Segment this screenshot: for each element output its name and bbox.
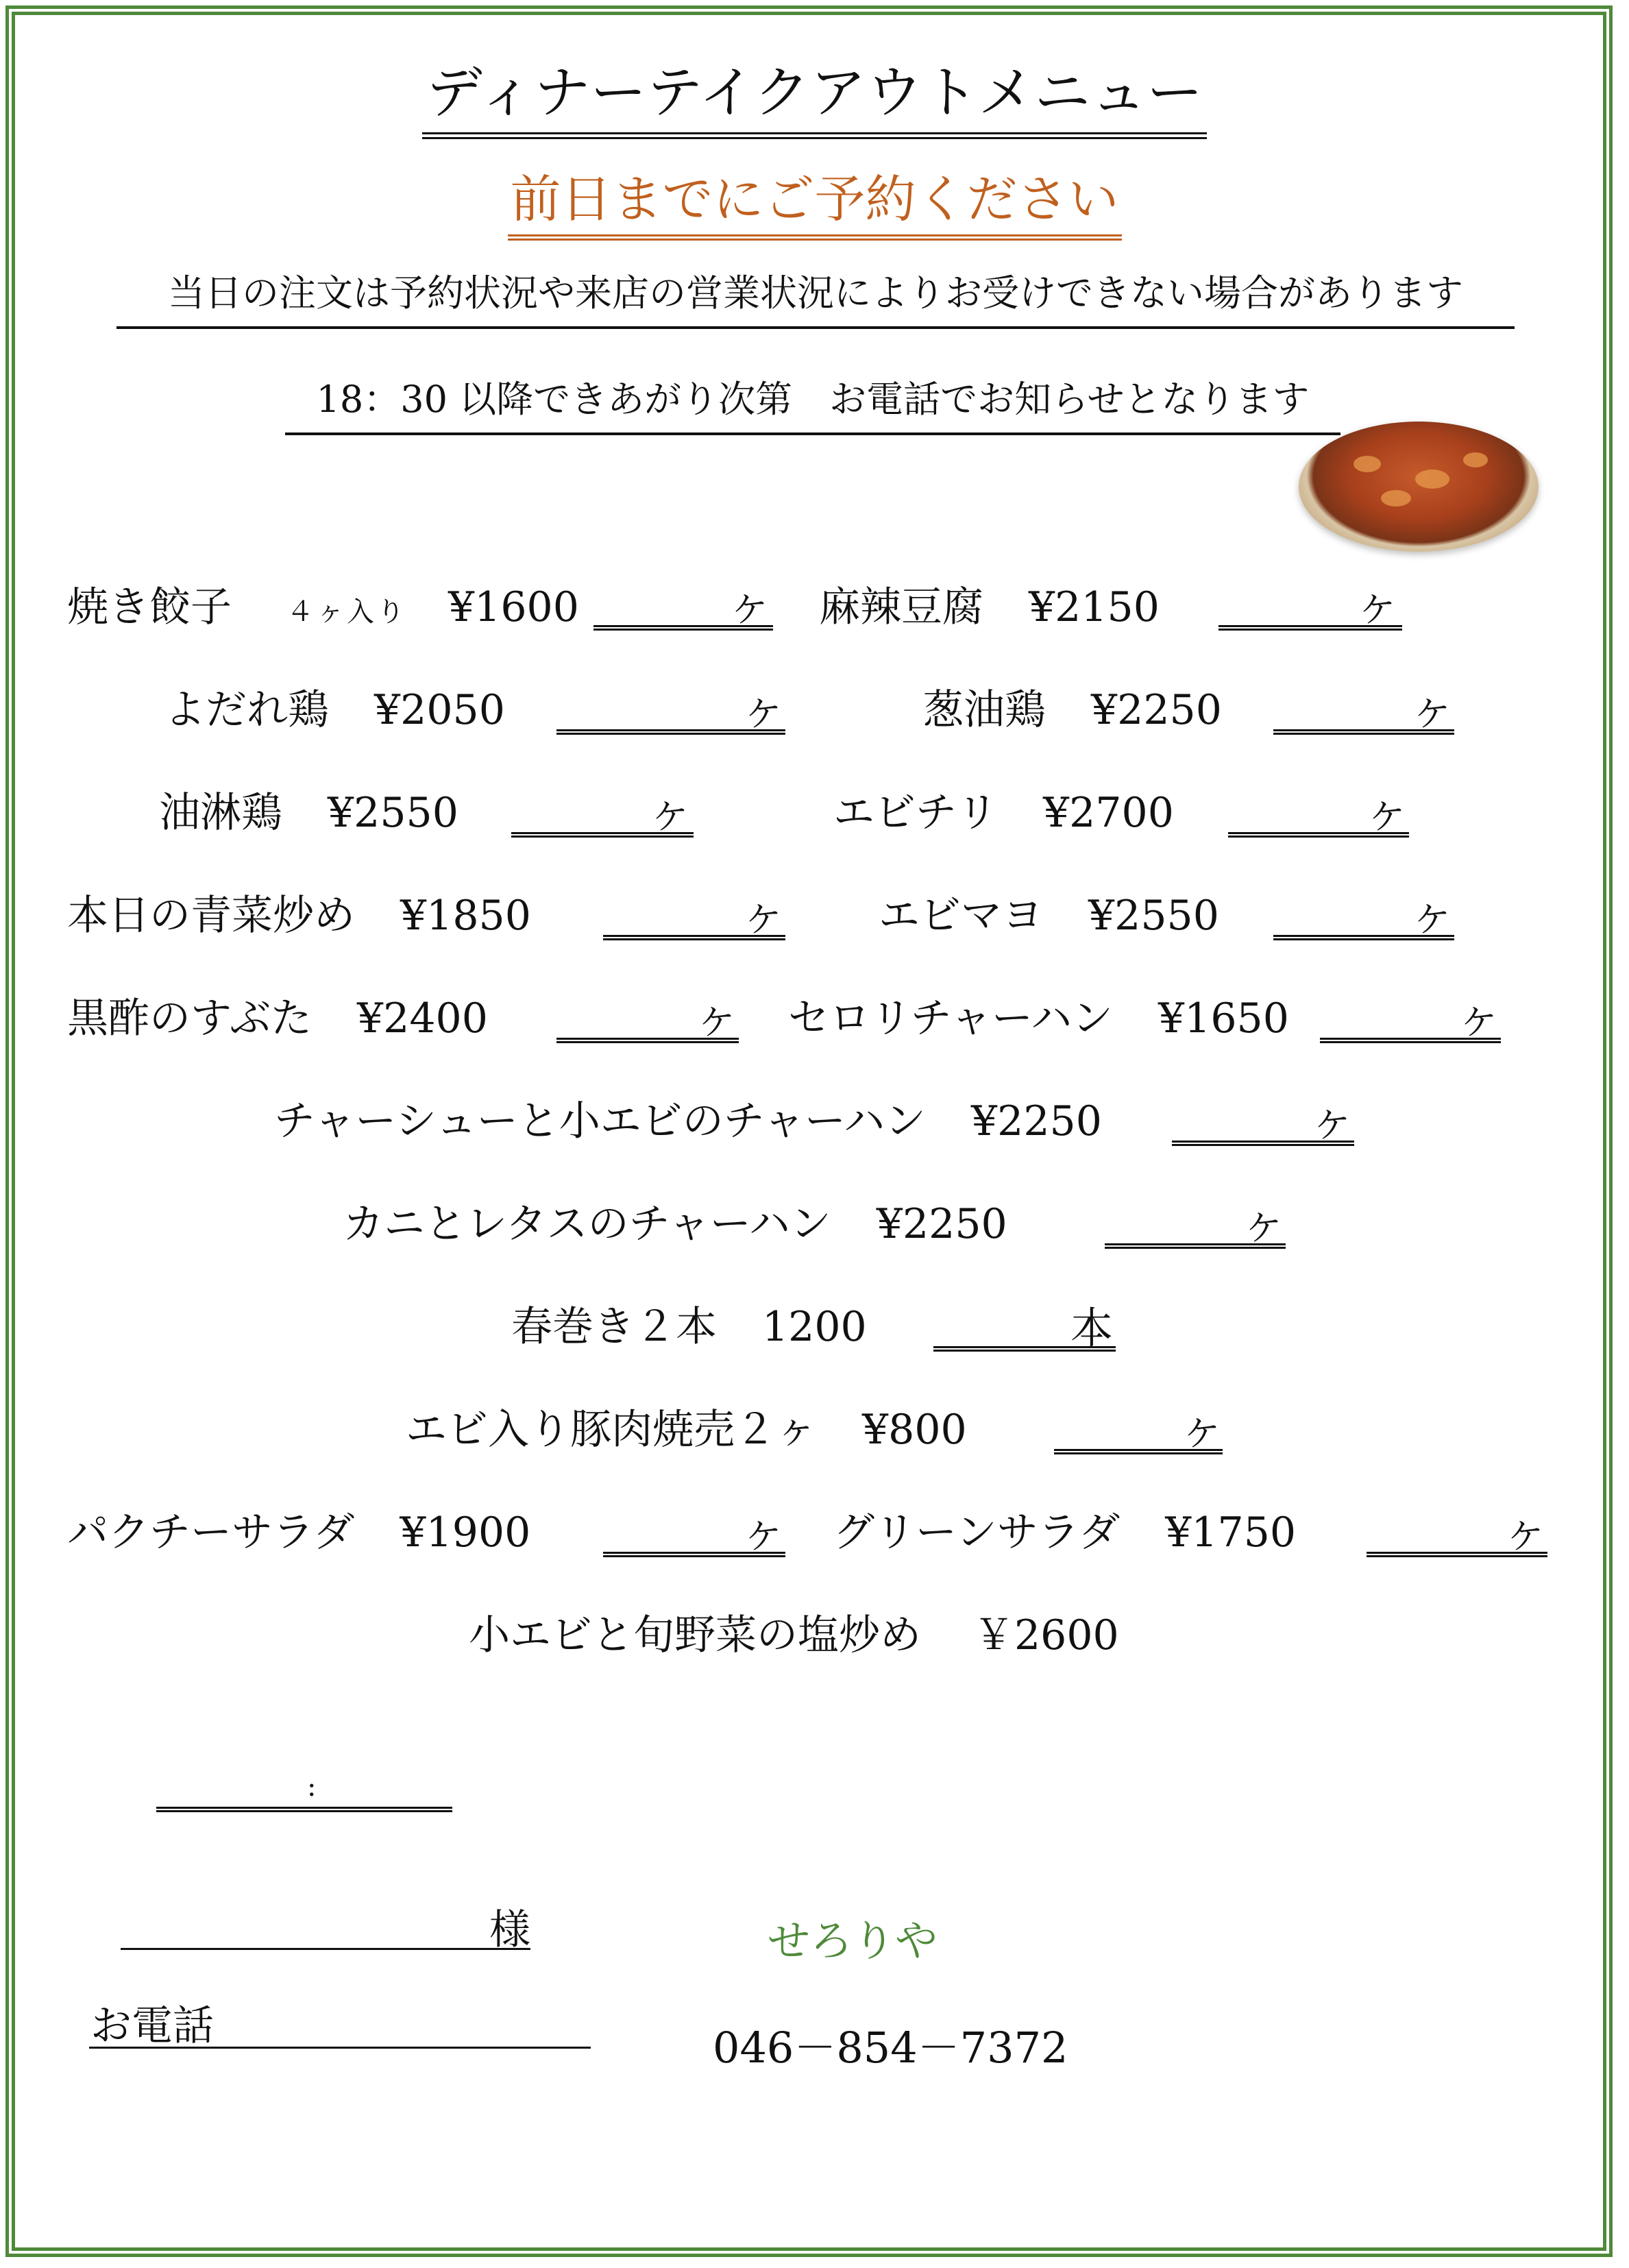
- unit-shumai: ケ: [1184, 1414, 1221, 1455]
- unit-kani: ケ: [1246, 1208, 1282, 1249]
- unit-ebimayo: ケ: [1414, 900, 1451, 941]
- unit-pakuchi: ケ: [746, 1517, 782, 1558]
- unit-yodare: ケ: [746, 694, 782, 735]
- item-gyoza: 焼き餃子 ４ヶ入り ¥1600: [67, 583, 579, 631]
- item-chashu: チャーシューと小エビのチャーハン ¥2250: [274, 1097, 1102, 1145]
- unit-gyoza: ケ: [732, 590, 768, 631]
- time-separator: :: [307, 1771, 317, 1803]
- customer-phone-field[interactable]: [89, 2047, 591, 2049]
- name-suffix: 様: [489, 1906, 530, 1954]
- mapo-tofu-photo: [1299, 422, 1539, 552]
- item-yurinchi: 油淋鶏 ¥2550: [159, 789, 458, 837]
- item-harumaki: 春巻き２本 1200: [511, 1303, 867, 1351]
- unit-subuta: ケ: [699, 1003, 735, 1044]
- item-seisai: 本日の青菜炒め ¥1850: [67, 892, 531, 940]
- item-shio: 小エビと旬野菜の塩炒め ￥2600: [469, 1611, 1119, 1659]
- pickup-note: 18：30 以降できあがり次第 お電話でお知らせとなります: [285, 370, 1340, 435]
- shop-name: せろりや: [768, 1916, 938, 1966]
- item-shumai: エビ入り豚肉焼売２ヶ ¥800: [406, 1406, 967, 1454]
- phone-label: お電話: [90, 2002, 214, 2050]
- item-subuta: 黒酢のすぶた ¥2400: [67, 995, 488, 1042]
- pickup-time-field[interactable]: [156, 1807, 452, 1812]
- shop-phone: 046－854－7372: [713, 2023, 1068, 2073]
- unit-green-salad: ケ: [1508, 1517, 1544, 1558]
- unit-yurinchi: ケ: [652, 797, 689, 838]
- item-yodare: よだれ鶏 ¥2050: [164, 686, 505, 734]
- unit-negi: ケ: [1414, 694, 1451, 735]
- unit-harumaki: 本: [1070, 1303, 1114, 1353]
- same-day-note: 当日の注文は予約状況や来店の営業状況によりお受けできない場合があります: [117, 264, 1515, 329]
- item-ebichili: エビチリ ¥2700: [833, 789, 1174, 837]
- item-celery: セロリチャーハン ¥1650: [788, 995, 1289, 1042]
- reservation-notice: 前日までにご予約ください: [0, 159, 1629, 241]
- unit-seisai: ケ: [746, 900, 782, 941]
- customer-name-field[interactable]: [121, 1948, 530, 1950]
- item-pakuchi: パクチーサラダ ¥1900: [67, 1509, 531, 1557]
- unit-chashu: ケ: [1314, 1106, 1351, 1147]
- unit-mapo: ケ: [1360, 590, 1396, 631]
- item-ebimayo: エビマヨ ¥2550: [879, 892, 1219, 940]
- item-negi: 葱油鶏 ¥2250: [922, 686, 1222, 734]
- unit-ebichili: ケ: [1369, 797, 1406, 838]
- item-mapo: 麻辣豆腐 ¥2150: [819, 583, 1160, 631]
- menu-title: ディナーテイクアウトメニュー: [0, 48, 1629, 139]
- unit-celery: ケ: [1461, 1003, 1497, 1044]
- item-green-salad: グリーンサラダ ¥1750: [833, 1509, 1297, 1557]
- item-kani: カニとレタスのチャーハン ¥2250: [343, 1200, 1007, 1248]
